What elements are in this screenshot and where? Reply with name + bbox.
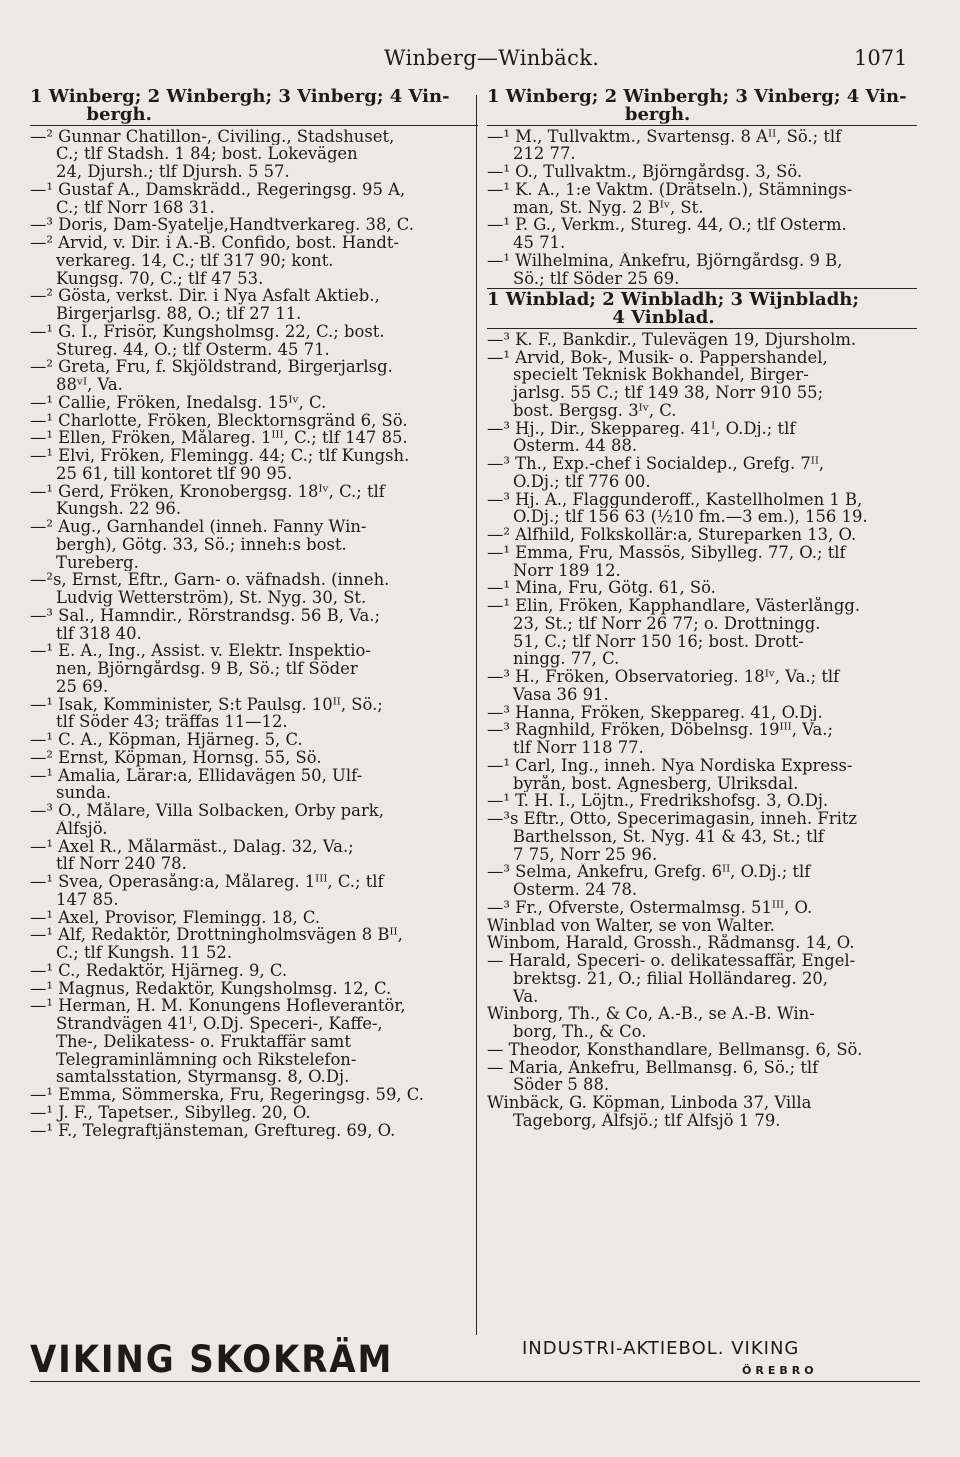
directory-entry-line: —¹ O., Tullvaktm., Björngårdsg. 3, Sö.	[487, 163, 803, 181]
directory-entry-line: 25 61, till kontoret tlf 90 95.	[30, 464, 293, 483]
section-rule	[487, 125, 917, 126]
directory-entry-line: —¹ Wilhelmina, Änkefru, Björngårdsg. 9 B,	[487, 251, 843, 270]
directory-entry-line: Vasa 36 91.	[487, 685, 609, 704]
column-divider	[476, 95, 477, 1335]
directory-entry-line: jarlsg. 55 C.; tlf 149 38, Norr 910 55;	[487, 384, 824, 402]
advertisement-company-name: INDUSTRI-AKTIEBOL. VIKING	[522, 1338, 800, 1359]
directory-entry-line: —³ K. F., Bankdir., Tulevägen 19, Djursholm.	[487, 330, 857, 349]
directory-entry-line: borg, Th., & Co.	[487, 1023, 647, 1041]
section-rule	[487, 288, 917, 289]
section-heading: 4 Vinblad.	[487, 309, 715, 327]
directory-entry-line: — Maria, Änkefru, Bellmansg. 6, Sö.; tlf	[487, 1058, 819, 1077]
directory-entry-line: samtalsstation, Styrmansg. 8, Ö.Dj.	[30, 1068, 350, 1086]
directory-entry-line: tlf Söder 43; träffas 11—12.	[30, 713, 288, 731]
directory-entry-line: —³ Th., Exp.-chef i Socialdep., Grefg. 7ᴵᴵ,	[487, 455, 825, 473]
directory-entry-line: —¹ F., Telegraftjänsteman, Greftureg. 69, Ö.	[30, 1121, 396, 1140]
directory-entry-line: 25 69.	[30, 677, 109, 696]
directory-entry-line: —² Gösta, verkst. Dir. i Nya Asfalt Aktieb.,	[30, 287, 380, 305]
directory-entry-line: Strandvägen 41ᴵ, Ö.Dj. Speceri-, Kaffe-,	[30, 1015, 383, 1033]
directory-entry-line: Tageborg, Älfsjö.; tlf Älfsjö 1 79.	[487, 1111, 781, 1130]
directory-entry-line: —² Gunnar Chatillon-, Civiling., Stadshuset,	[30, 127, 395, 146]
directory-entry-line: —¹ Carl, Ing., inneh. Nya Nordiska Express-	[487, 756, 853, 775]
directory-entry-line: —¹ Amalia, Lärar:a, Ellidavägen 50, Ulf-	[30, 766, 363, 785]
directory-entry-line: bergh), Götg. 33, Sö.; inneh:s bost.	[30, 535, 347, 554]
directory-entry-line: —¹ Alf, Redaktör, Drottningholmsvägen 8 Bᴵᴵ,	[30, 926, 403, 944]
directory-entry-line: C.; tlf Norr 168 31.	[30, 198, 215, 217]
directory-entry-line: 7 75, Norr 25 96.	[487, 845, 658, 864]
directory-entry-line: —¹ Charlotte, Fröken, Blecktornsgränd 6, Sö.	[30, 411, 408, 430]
directory-entry-line: —¹ Callie, Fröken, Inedalsg. 15ᴵᵛ, C.	[30, 393, 327, 412]
directory-entry-line: —² Ernst, Köpman, Hornsg. 55, Sö.	[30, 748, 322, 767]
section-heading: 1 Winberg; 2 Winbergh; 3 Vinberg; 4 Vin-	[30, 88, 450, 106]
directory-entry-line: Kungsg. 70, C.; tlf 47 53.	[30, 269, 264, 288]
directory-entry-line: sunda.	[30, 784, 112, 802]
directory-entry-line: 24, Djursh.; tlf Djursh. 5 57.	[30, 163, 290, 181]
directory-entry-line: tlf Norr 240 78.	[30, 855, 187, 873]
directory-entry-line: —²s, Ernst, Eftr., Garn- o. väfnadsh. (inneh.	[30, 571, 390, 589]
directory-entry-line: Tureberg.	[30, 553, 139, 572]
directory-entry-line: tlf 318 40.	[30, 624, 142, 643]
directory-entry-line: Barthelsson, St. Nyg. 41 & 43, St.; tlf	[487, 827, 825, 846]
directory-entry-line: —¹ Axel, Provisor, Flemingg. 18, C.	[30, 908, 321, 927]
directory-entry-line: —¹ Gustaf A., Damskrädd., Regeringsg. 95 A,	[30, 180, 406, 199]
directory-entry-line: —³ H., Fröken, Observatorieg. 18ᴵᵛ, Va.; tlf	[487, 668, 840, 686]
directory-entry-line: 45 71.	[487, 234, 566, 252]
directory-entry-line: —³ O., Målare, Villa Solbacken, Örby park,	[30, 802, 384, 820]
directory-entry-line: — Harald, Speceri- o. delikatessaffär, Engel-	[487, 952, 856, 970]
section-rule	[30, 125, 478, 126]
directory-entry-line: —¹ E. A., Ing., Assist. v. Elektr. Inspektio-	[30, 642, 371, 660]
directory-entry-line: —¹ Mina, Fru, Götg. 61, Sö.	[487, 579, 716, 597]
directory-entry-line: —² Aug., Garnhandel (inneh. Fanny Win-	[30, 518, 367, 536]
directory-entry-line: man, St. Nyg. 2 Bᴵᵛ, St.	[487, 198, 704, 217]
directory-entry-line: —¹ Herman, H. M. Konungens Hofleverantör,	[30, 997, 406, 1015]
directory-entry-line: —¹ Magnus, Redaktör, Kungsholmsg. 12, C.	[30, 979, 392, 998]
page-header-title: Winberg—Winbäck.	[384, 46, 600, 70]
directory-entry-line: verkareg. 14, C.; tlf 317 90; kont.	[30, 251, 334, 270]
directory-entry-line: —¹ Isak, Komminister, S:t Paulsg. 10ᴵᴵ, Sö.;	[30, 695, 383, 714]
directory-entry-line: 88ᵛᴵ, Va.	[30, 376, 123, 394]
directory-entry-line: Kungsh. 22 96.	[30, 500, 182, 518]
section-heading: bergh.	[487, 105, 691, 124]
directory-entry-line: brektsg. 21, Ö.; filial Holländareg. 20,	[487, 969, 829, 988]
directory-entry-line: Stureg. 44, Ö.; tlf Österm. 45 71.	[30, 340, 330, 359]
directory-entry-line: —¹ J. F., Tapetser., Sibylleg. 20, Ö.	[30, 1103, 311, 1122]
directory-entry-line: —¹ Ellen, Fröken, Målareg. 1ᴵᴵᴵ, C.; tlf 147 85.	[30, 429, 408, 447]
directory-entry-line: bost. Bergsg. 3ᴵᵛ, C.	[487, 401, 677, 420]
directory-entry-line: Norr 189 12.	[487, 561, 621, 580]
directory-entry-line: Winbom, Harald, Grossh., Rådmansg. 14, Ö.	[487, 934, 855, 952]
directory-entry-line: —¹ T. H. I., Löjtn., Fredrikshofsg. 3, Ö.Dj.	[487, 792, 829, 810]
directory-entry-line: —² Greta, Fru, f. Skjöldstrand, Birgerjarlsg.	[30, 358, 393, 376]
advertisement-city: ÖREBRO	[742, 1364, 818, 1377]
directory-entry-line: —¹ G. I., Frisör, Kungsholmsg. 22, C.; bost.	[30, 322, 385, 341]
directory-entry-line: —¹ Axel R., Målarmäst., Dalag. 32, Va.;	[30, 837, 354, 856]
directory-entry-line: Sö.; tlf Söder 25 69.	[487, 269, 680, 288]
directory-entry-line: —³s Eftr., Otto, Specerimagasin, inneh. Fritz	[487, 810, 858, 828]
section-heading: 1 Winblad; 2 Winbladh; 3 Wijnbladh;	[487, 291, 860, 309]
directory-entry-line: Va.	[487, 987, 539, 1006]
directory-entry-line: byrån, bost. Agnesberg, Ulriksdal.	[487, 774, 799, 793]
right-column	[487, 88, 917, 1130]
page-number: 1071	[854, 46, 908, 70]
directory-entry-line: 212 77.	[487, 145, 576, 163]
directory-entry-line: Österm. 44 88.	[487, 437, 638, 455]
directory-entry-line: Telegraminlämning och Rikstelefon-	[30, 1050, 357, 1069]
directory-entry-line: Älfsjö.	[30, 819, 108, 838]
directory-entry-line: Ludvig Wetterström), St. Nyg. 30, St.	[30, 589, 367, 607]
directory-entry-line: —³ Hj. A., Flaggunderoff., Kastellholmen 1 B,	[487, 490, 863, 509]
directory-entry-line: —³ Fr., Öfverste, Östermalmsg. 51ᴵᴵᴵ, Ö.	[487, 898, 813, 917]
directory-entry-line: —¹ Emma, Sömmerska, Fru, Regeringsg. 59, C.	[30, 1086, 424, 1104]
directory-entry-line: Winbäck, G. Köpman, Linboda 37, Villa	[487, 1094, 812, 1112]
section-heading: bergh.	[30, 105, 152, 124]
directory-entry-line: — Theodor, Konsthandlare, Bellmansg. 6, Sö.	[487, 1040, 863, 1059]
directory-entry-line: —³ Selma, Änkefru, Grefg. 6ᴵᴵ, Ö.Dj.; tlf	[487, 863, 811, 881]
directory-entry-line: —¹ M., Tullvaktm., Svartensg. 8 Aᴵᴵ, Sö.; tlf	[487, 127, 842, 146]
directory-entry-line: —¹ P. G., Verkm., Stureg. 44, Ö.; tlf Österm.	[487, 216, 847, 234]
directory-entry-line: —¹ K. A., 1:e Vaktm. (Drätseln.), Stämnings-	[487, 180, 853, 199]
directory-entry-line: —¹ Emma, Fru, Massös, Sibylleg. 77, Ö.; tlf	[487, 543, 846, 562]
directory-entry-line: Winblad von Walter, se von Walter.	[487, 916, 775, 935]
directory-entry-line: Söder 5 88.	[487, 1076, 610, 1094]
directory-entry-line: C.; tlf Stadsh. 1 84; bost. Lokevägen	[30, 145, 358, 163]
directory-entry-line: —¹ Gerd, Fröken, Kronobergsg. 18ᴵᵛ, C.; tlf	[30, 482, 385, 501]
directory-entry-line: —¹ Elvi, Fröken, Flemingg. 44; C.; tlf Kungsh.	[30, 447, 410, 465]
directory-entry-line: —³ Ragnhild, Fröken, Döbelnsg. 19ᴵᴵᴵ, Va.;	[487, 721, 834, 739]
directory-entry-line: The-, Delikatess- o. Fruktaffär samt	[30, 1032, 351, 1051]
directory-entry-line: Birgerjarlsg. 88, Ö.; tlf 27 11.	[30, 305, 302, 323]
directory-entry-line: 51, C.; tlf Norr 150 16; bost. Drott-	[487, 632, 804, 651]
directory-entry-line: —² Alfhild, Folkskollär:a, Stureparken 13, Ö.	[487, 526, 857, 544]
directory-entry-line: Winborg, Th., & Co, A.-B., se A.-B. Win-	[487, 1005, 815, 1023]
directory-entry-line: —¹ Svea, Operasång:a, Målareg. 1ᴵᴵᴵ, C.; tlf	[30, 873, 384, 891]
directory-entry-line: —² Arvid, v. Dir. i A.-B. Confido, bost. Handt-	[30, 234, 400, 252]
section-heading: 1 Winberg; 2 Winbergh; 3 Vinberg; 4 Vin-	[487, 88, 907, 106]
directory-entry-line: —³ Hj., Dir., Skeppareg. 41ᴵ, Ö.Dj.; tlf	[487, 419, 796, 438]
directory-entry-line: —¹ C., Redaktör, Hjärneg. 9, C.	[30, 961, 288, 980]
directory-entry-line: nen, Björngårdsg. 9 B, Sö.; tlf Söder	[30, 660, 358, 678]
left-column	[30, 88, 478, 1139]
directory-entry-line: ningg. 77, C.	[487, 650, 620, 668]
directory-entry-line: —³ Doris, Dam-Syatelje,Handtverkareg. 38, C.	[30, 216, 414, 234]
directory-entry-line: C.; tlf Kungsh. 11 52.	[30, 944, 233, 962]
directory-entry-line: 23, St.; tlf Norr 26 77; o. Drottningg.	[487, 614, 821, 633]
directory-entry-line: specielt Teknisk Bokhandel, Birger-	[487, 366, 809, 384]
footer-rule	[30, 1381, 920, 1382]
directory-entry-line: Ö.Dj.; tlf 156 63 (½10 fm.—3 em.), 156 19.	[487, 508, 868, 526]
advertisement-viking-skokram: VIKING SKOKRÄM	[30, 1338, 394, 1381]
directory-entry-line: —¹ Elin, Fröken, Kapphandlare, Västerlångg.	[487, 597, 861, 615]
directory-entry-line: Ö.Dj.; tlf 776 00.	[487, 472, 651, 491]
directory-entry-line: —³ Hanna, Fröken, Skeppareg. 41, Ö.Dj.	[487, 703, 823, 722]
section-rule	[487, 328, 917, 329]
directory-entry-line: 147 85.	[30, 890, 119, 909]
directory-entry-line: —¹ Arvid, Bok-, Musik- o. Pappershandel,	[487, 348, 828, 367]
directory-entry-line: —³ Sal., Hamndir., Rörstrandsg. 56 B, Va.;	[30, 606, 380, 625]
directory-entry-line: tlf Norr 118 77.	[487, 739, 644, 757]
directory-entry-line: —¹ C. A., Köpman, Hjärneg. 5, C.	[30, 731, 303, 749]
directory-entry-line: Österm. 24 78.	[487, 881, 638, 899]
